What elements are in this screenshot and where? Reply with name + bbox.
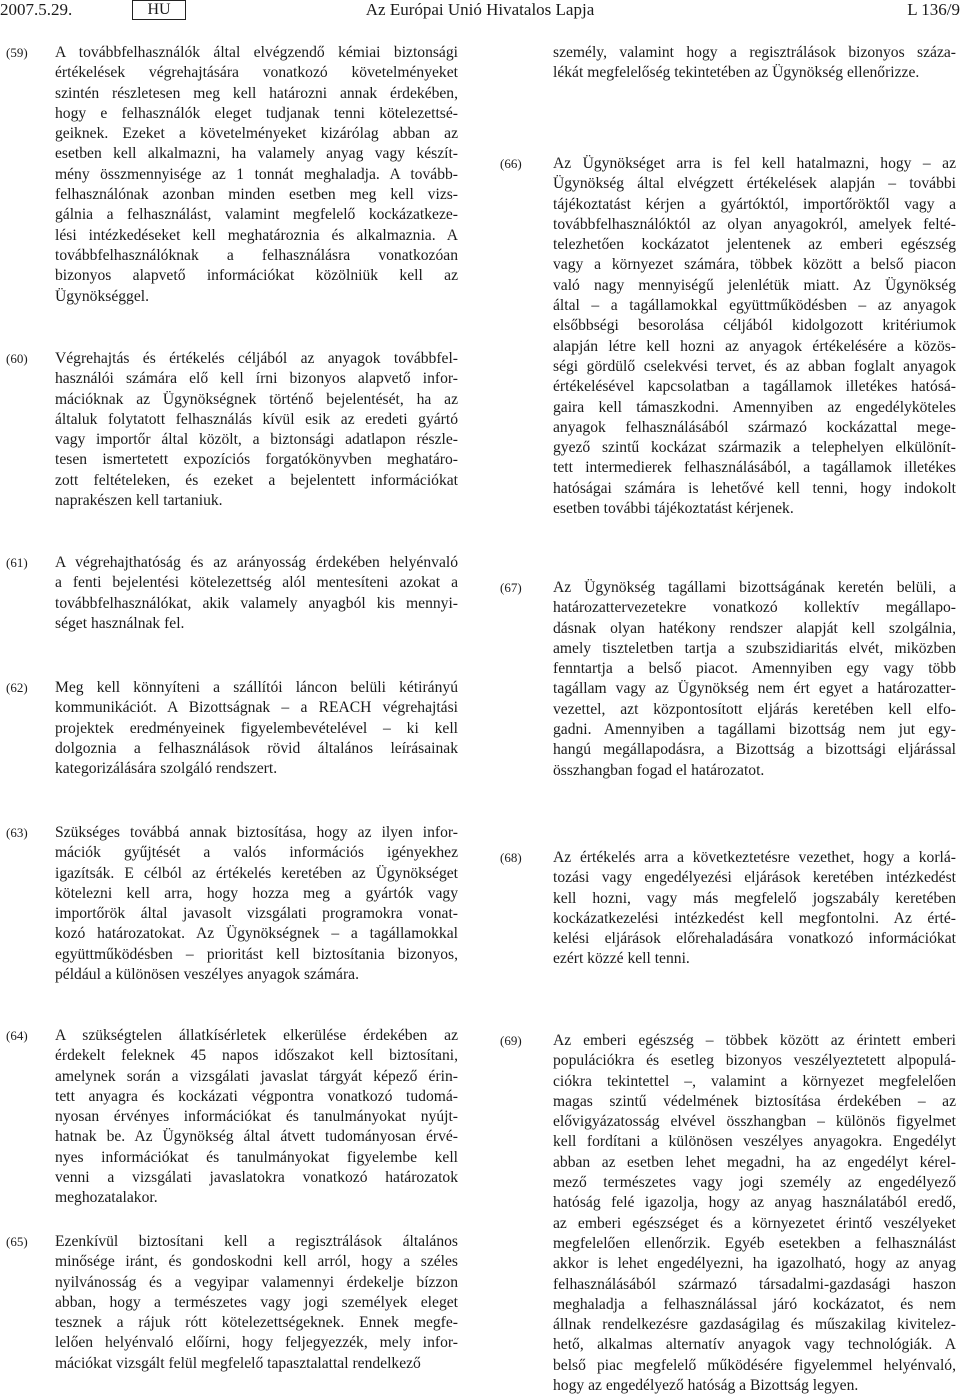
text-line: például a különösen veszélyes anyagok számára. bbox=[55, 966, 359, 984]
text-line: fenntartja a belső piacot. Amennyiben egy vagy több bbox=[553, 660, 956, 678]
recital-number: (65) bbox=[6, 1234, 28, 1249]
text-line: populációkra és esetleg bizonyos veszélyeztetett alpopulá- bbox=[553, 1052, 956, 1070]
text-line: mációkat vizsgált felül megfelelő tapasztalattal rendelkező bbox=[55, 1354, 421, 1372]
publication-date: 2007.5.29. bbox=[0, 0, 73, 19]
text-line: elsőbbségi besorolása céljából kidolgozott kritériumok bbox=[553, 317, 956, 335]
text-line: tozási vagy engedélyezési eljárások keretében intézkedést bbox=[553, 869, 956, 887]
recital-number: (66) bbox=[500, 156, 522, 171]
text-line: alapján létre kell hozni az anyagok értékelésére a közös- bbox=[553, 337, 956, 355]
text-line: együttműködésben – prioritást kell biztosítania bizonyos, bbox=[55, 945, 458, 963]
text-line: továbbfelhasználóktól az olyan anyagokról, amelyek felté- bbox=[553, 215, 956, 233]
recital-text bbox=[553, 43, 956, 84]
text-line: ezért közzé kell tenni. bbox=[553, 950, 690, 968]
text-line: dásnak olyan hatékony rendszer alapját kell szolgálnia, bbox=[553, 619, 956, 637]
text-line: mációk gyűjtését a valós információs igényekhez bbox=[55, 844, 458, 862]
text-line: felhasználónak azonban minden esetben meg kell vizs- bbox=[55, 186, 458, 204]
text-line: személy, valamint hogy a regisztrálások bizonyos száza- bbox=[553, 44, 956, 61]
text-line: tesen ismertetett expozíciós forgatókönyvben meghatáro- bbox=[55, 451, 458, 469]
text-line: gadni. Amennyiben a tagállami bizottság nem jut egy- bbox=[553, 721, 956, 739]
text-line: abban, hogy a természetes vagy jogi személyek eleget bbox=[55, 1293, 458, 1311]
page-header bbox=[0, 0, 960, 22]
text-line: esetben kell alkalmazni, ha valamely anyag vagy készít- bbox=[55, 145, 458, 163]
recital-text bbox=[553, 154, 956, 519]
text-line: magas szintű védelmének biztosítása érdekében – az bbox=[553, 1092, 956, 1110]
text-line: a fenti bejelentési kötelezettség alól mentesíteni azokat a bbox=[55, 574, 458, 592]
text-line: elővigyázatosság elvével összhangban – különös figyelmet bbox=[553, 1113, 956, 1131]
text-line: ciókra tekintettel –, valamint a környezet megfelelően bbox=[553, 1072, 956, 1090]
text-line: általuk folytatott felhasználás kívül esik az eredeti gyártó bbox=[55, 410, 458, 428]
text-line: tesznek a rájuk rótt kötelezettségeknek. Ennek megfe- bbox=[55, 1314, 458, 1332]
text-line: zott feltételeken, és ezeket a bejelentett információkat bbox=[55, 471, 458, 489]
text-line: Az emberi egészség – többek között az érintett emberi bbox=[553, 1032, 956, 1049]
text-line: meghaladja a felhasználással járó kockázatot, és nem bbox=[553, 1295, 956, 1313]
text-line: való nagy mennyiségű jelenlétük miatt. Az Ügynökség bbox=[553, 276, 956, 294]
text-line: bizonyos alapvető információkat közölniük kell az bbox=[55, 267, 458, 285]
text-line: értékelések végrehajtására vonatkozó követelményeket bbox=[55, 64, 458, 82]
text-line: kockázatkezelési intézkedést kell megfontolni. Az érté- bbox=[553, 909, 956, 927]
text-line: továbbfelhasználóknak a felhasználásra vonatkozóan bbox=[55, 246, 458, 264]
text-line: tett intermedierek felhasználásából, a tagállamok illetékes bbox=[553, 459, 956, 477]
recital-number: (69) bbox=[500, 1033, 522, 1048]
text-line: amely tiszteletben tartja a szubszidiaritás elvét, miközben bbox=[553, 639, 956, 657]
recital-text bbox=[55, 1232, 458, 1374]
text-line: vagy a környezet számára, többek között a belső piacon bbox=[553, 256, 956, 274]
text-line: szintén részletesen meg kell határozni annak érdekében, bbox=[55, 84, 458, 102]
text-line: naprakészen kell tartaniuk. bbox=[55, 492, 223, 510]
text-line: kötelezni kell arra, hogy hozza meg a gyártók vagy bbox=[55, 884, 458, 902]
text-line: vezettel, azt központosított eljárás keretében kell elfo- bbox=[553, 700, 956, 718]
recital-number: (68) bbox=[500, 850, 522, 865]
text-line: Meg kell könnyíteni a szállítói láncon belüli kétirányú bbox=[55, 679, 458, 696]
text-line: lelően helyénvaló előírni, hogy feljegyezzék, mely infor- bbox=[55, 1334, 458, 1352]
text-line: gálnia a felhasználást, valamint megfelelő kockázatkeze- bbox=[55, 206, 458, 224]
text-line: A végrehajthatóság és az arányosság érdekében helyénvaló bbox=[55, 554, 458, 571]
text-line: lékát megfelelőség tekintetében az Ügynökség ellenőrizze. bbox=[553, 64, 920, 82]
text-line: kelési eljárások előrehaladására vonatkozó információkat bbox=[553, 930, 956, 948]
text-line: tájékoztatást kérjen a gyártóktól, importőröktől vagy a bbox=[553, 195, 956, 213]
text-line: Ezenkívül biztosítani kell a regisztrálások általános bbox=[55, 1233, 458, 1250]
recital-number: (61) bbox=[6, 555, 28, 570]
text-line: gyező szintű kockázat származik a telephelyen elkülönít- bbox=[553, 439, 956, 457]
recital-text bbox=[553, 848, 956, 970]
recital-text bbox=[55, 43, 458, 307]
recital-number: (64) bbox=[6, 1028, 28, 1043]
recital-number: (62) bbox=[6, 680, 28, 695]
text-line: hangú megállapodásra, a Bizottság a bizottsági eljárással bbox=[553, 741, 956, 759]
text-line: hatóságai számára is lehetővé kell tenni, hogy indokolt bbox=[553, 479, 956, 497]
text-line: amelynek során a vizsgálati javaslat tárgyát képező érin- bbox=[55, 1067, 458, 1085]
text-line: nyosan érvényes információkat és tanulmányokat nyújt- bbox=[55, 1108, 458, 1126]
text-line: érdekelt feleknek 45 napos időszakot kell biztosítani, bbox=[55, 1047, 458, 1065]
recital-text bbox=[55, 553, 458, 634]
text-line: Végrehajtás és értékelés céljából az anyagok továbbfel- bbox=[55, 350, 458, 367]
text-line: hogy az engedélyező hatóság a Bizottság legyen. bbox=[553, 1377, 859, 1395]
text-line: kommunikációt. A Bizottságnak – a REACH végrehajtási bbox=[55, 699, 458, 717]
text-line: ségi gördülő cselekvési tervet, és az abban foglalt anyagok bbox=[553, 357, 956, 375]
text-line: értékelésével kapcsolatban a tagállamok illetékes hatósá- bbox=[553, 378, 956, 396]
text-line: használói számára elő kell írni bizonyos alapvető infor- bbox=[55, 370, 458, 388]
text-line: állnak rendelkezésre gazdaságilag és műszakilag kivitelez- bbox=[553, 1316, 956, 1334]
text-line: igazítsák. E célból az értékelés keretében az Ügynökséget bbox=[55, 864, 458, 882]
text-line: kell hozni, vagy más megfelelő jogszabály keretében bbox=[553, 889, 956, 907]
text-line: dolgoznia a felhasználások rövid általános leírásainak bbox=[55, 739, 458, 757]
text-line: továbbfelhasználókat, akik valamely anyagból kis mennyi- bbox=[55, 594, 458, 612]
text-line: A továbbfelhasználók által elvégzendő kémiai biztonsági bbox=[55, 44, 458, 61]
text-line: vagy importőr által közölt, a biztonsági adatlapon részle- bbox=[55, 431, 458, 449]
text-line: kozó határozatokat. Az Ügynökségnek – a tagállamokkal bbox=[55, 925, 458, 943]
text-line: mációknak az Ügynökségnek történő bejelentését, ha az bbox=[55, 390, 458, 408]
text-line: Ügynökséggel. bbox=[55, 287, 149, 305]
text-line: séget használnak fel. bbox=[55, 614, 185, 632]
recital-text bbox=[55, 823, 458, 985]
recital-number: (59) bbox=[6, 45, 28, 60]
text-line: határozattervezetekre vonatkozó kollektív megállapo- bbox=[553, 599, 956, 617]
text-line: mény összmennyisége az 1 tonnát meghaladja. A tovább- bbox=[55, 165, 458, 183]
text-line: meghozatalakor. bbox=[55, 1189, 158, 1207]
recital-number: (67) bbox=[500, 580, 522, 595]
text-line: mező természetes vagy jogi személy az engedélyező bbox=[553, 1174, 956, 1192]
recital-text bbox=[55, 349, 458, 511]
text-line: hető, alkalmas alternatív anyagok vagy technológiák. A bbox=[553, 1336, 956, 1354]
text-line: felhasználásából származó társadalmi-gazdasági haszon bbox=[553, 1275, 956, 1293]
text-line: belső piac megfelelő működésére figyelemmel helyénvaló, bbox=[553, 1356, 956, 1374]
text-line: telezhetően kockázatot jelentenek az emberi egészség bbox=[553, 236, 956, 254]
text-line: minősége iránt, és gondoskodni kell arról, hogy a széles bbox=[55, 1253, 458, 1271]
text-line: Az értékelés arra a következtetésre vezethet, hogy a korlá- bbox=[553, 849, 956, 866]
text-line: által – a tagállamokkal együttműködésben – az anyagok bbox=[553, 297, 956, 315]
journal-title: Az Európai Unió Hivatalos Lapja bbox=[365, 0, 595, 19]
text-line: importőrök által javasolt vizsgálati programokra vonat- bbox=[55, 905, 458, 923]
text-line: akkor is lehet engedélyezni, ha igazolható, hogy az anyag bbox=[553, 1255, 956, 1273]
text-line: esetben további tájékoztatást kérjenek. bbox=[553, 500, 794, 518]
recital-number: (63) bbox=[6, 825, 28, 840]
text-line: az emberi egészséget és a környezetet érintő veszélyeket bbox=[553, 1214, 956, 1232]
text-line: Az Ügynökséget arra is fel kell hatalmazni, hogy – az bbox=[553, 155, 956, 172]
text-line: anyagok felhasználásából származó kockázattal mege- bbox=[553, 418, 956, 436]
recital-text bbox=[55, 1026, 458, 1209]
text-line: nyes információkat és tanulmányokat figyelembe kell bbox=[55, 1148, 458, 1166]
text-line: tagállam vagy az Ügynökség nem ért egyet a határozatter- bbox=[553, 680, 956, 698]
text-line: abban az esetben lehet megadni, ha az engedélyt kérel- bbox=[553, 1153, 956, 1171]
text-line: hatnak be. Az Ügynökség által átvett tudományosan érvé- bbox=[55, 1128, 458, 1146]
text-line: tett anyagra és kockázati végpontra vonatkozó tudomá- bbox=[55, 1087, 458, 1105]
text-line: kategorizálására szolgáló rendszert. bbox=[55, 760, 278, 778]
text-line: A szükségtelen állatkísérletek elkerülése érdekében az bbox=[55, 1027, 458, 1044]
text-line: lési intézkedéseket kell meghatároznia és alkalmaznia. A bbox=[55, 226, 458, 244]
text-line: kell fordítani a különösen veszélyes anyagokra. Engedélyt bbox=[553, 1133, 956, 1151]
text-line: Szükséges továbbá annak biztosítása, hogy az ilyen infor- bbox=[55, 824, 458, 841]
recital-text bbox=[553, 1031, 956, 1396]
text-line: megfelelően ellenőrzik. Egyéb esetekben a felhasználást bbox=[553, 1234, 956, 1252]
text-line: összhangban fogad el határozatot. bbox=[553, 761, 765, 779]
text-line: venni a vizsgálati javaslatokra vonatkozó határozatok bbox=[55, 1169, 458, 1187]
language-badge: HU bbox=[132, 0, 186, 20]
text-line: hogy e felhasználók eleget tudjanak tenni kötelezettsé- bbox=[55, 104, 458, 122]
recital-text bbox=[553, 578, 956, 781]
text-line: nyilvánosság és a vegyipar valamennyi érdekelje bízzon bbox=[55, 1273, 458, 1291]
page-number: L 136/9 bbox=[907, 0, 960, 19]
text-line: gaira kell támaszkodni. Amennyiben az engedélyköteles bbox=[553, 398, 956, 416]
recital-text bbox=[55, 678, 458, 779]
text-line: Ügynökség által elvégzett értékelések alapján – további bbox=[553, 175, 956, 193]
text-line: geiknek. Ezeket a követelményeket kizárólag abban az bbox=[55, 125, 458, 143]
text-line: Az Ügynökség tagállami bizottságának keretén belüli, a bbox=[553, 579, 956, 596]
recital-number: (60) bbox=[6, 351, 28, 366]
text-line: hatóság felé igazolja, hogy az anyag használatából eredő, bbox=[553, 1194, 956, 1212]
text-line: projektek eredményeinek figyelembevételével – ki kell bbox=[55, 719, 458, 737]
